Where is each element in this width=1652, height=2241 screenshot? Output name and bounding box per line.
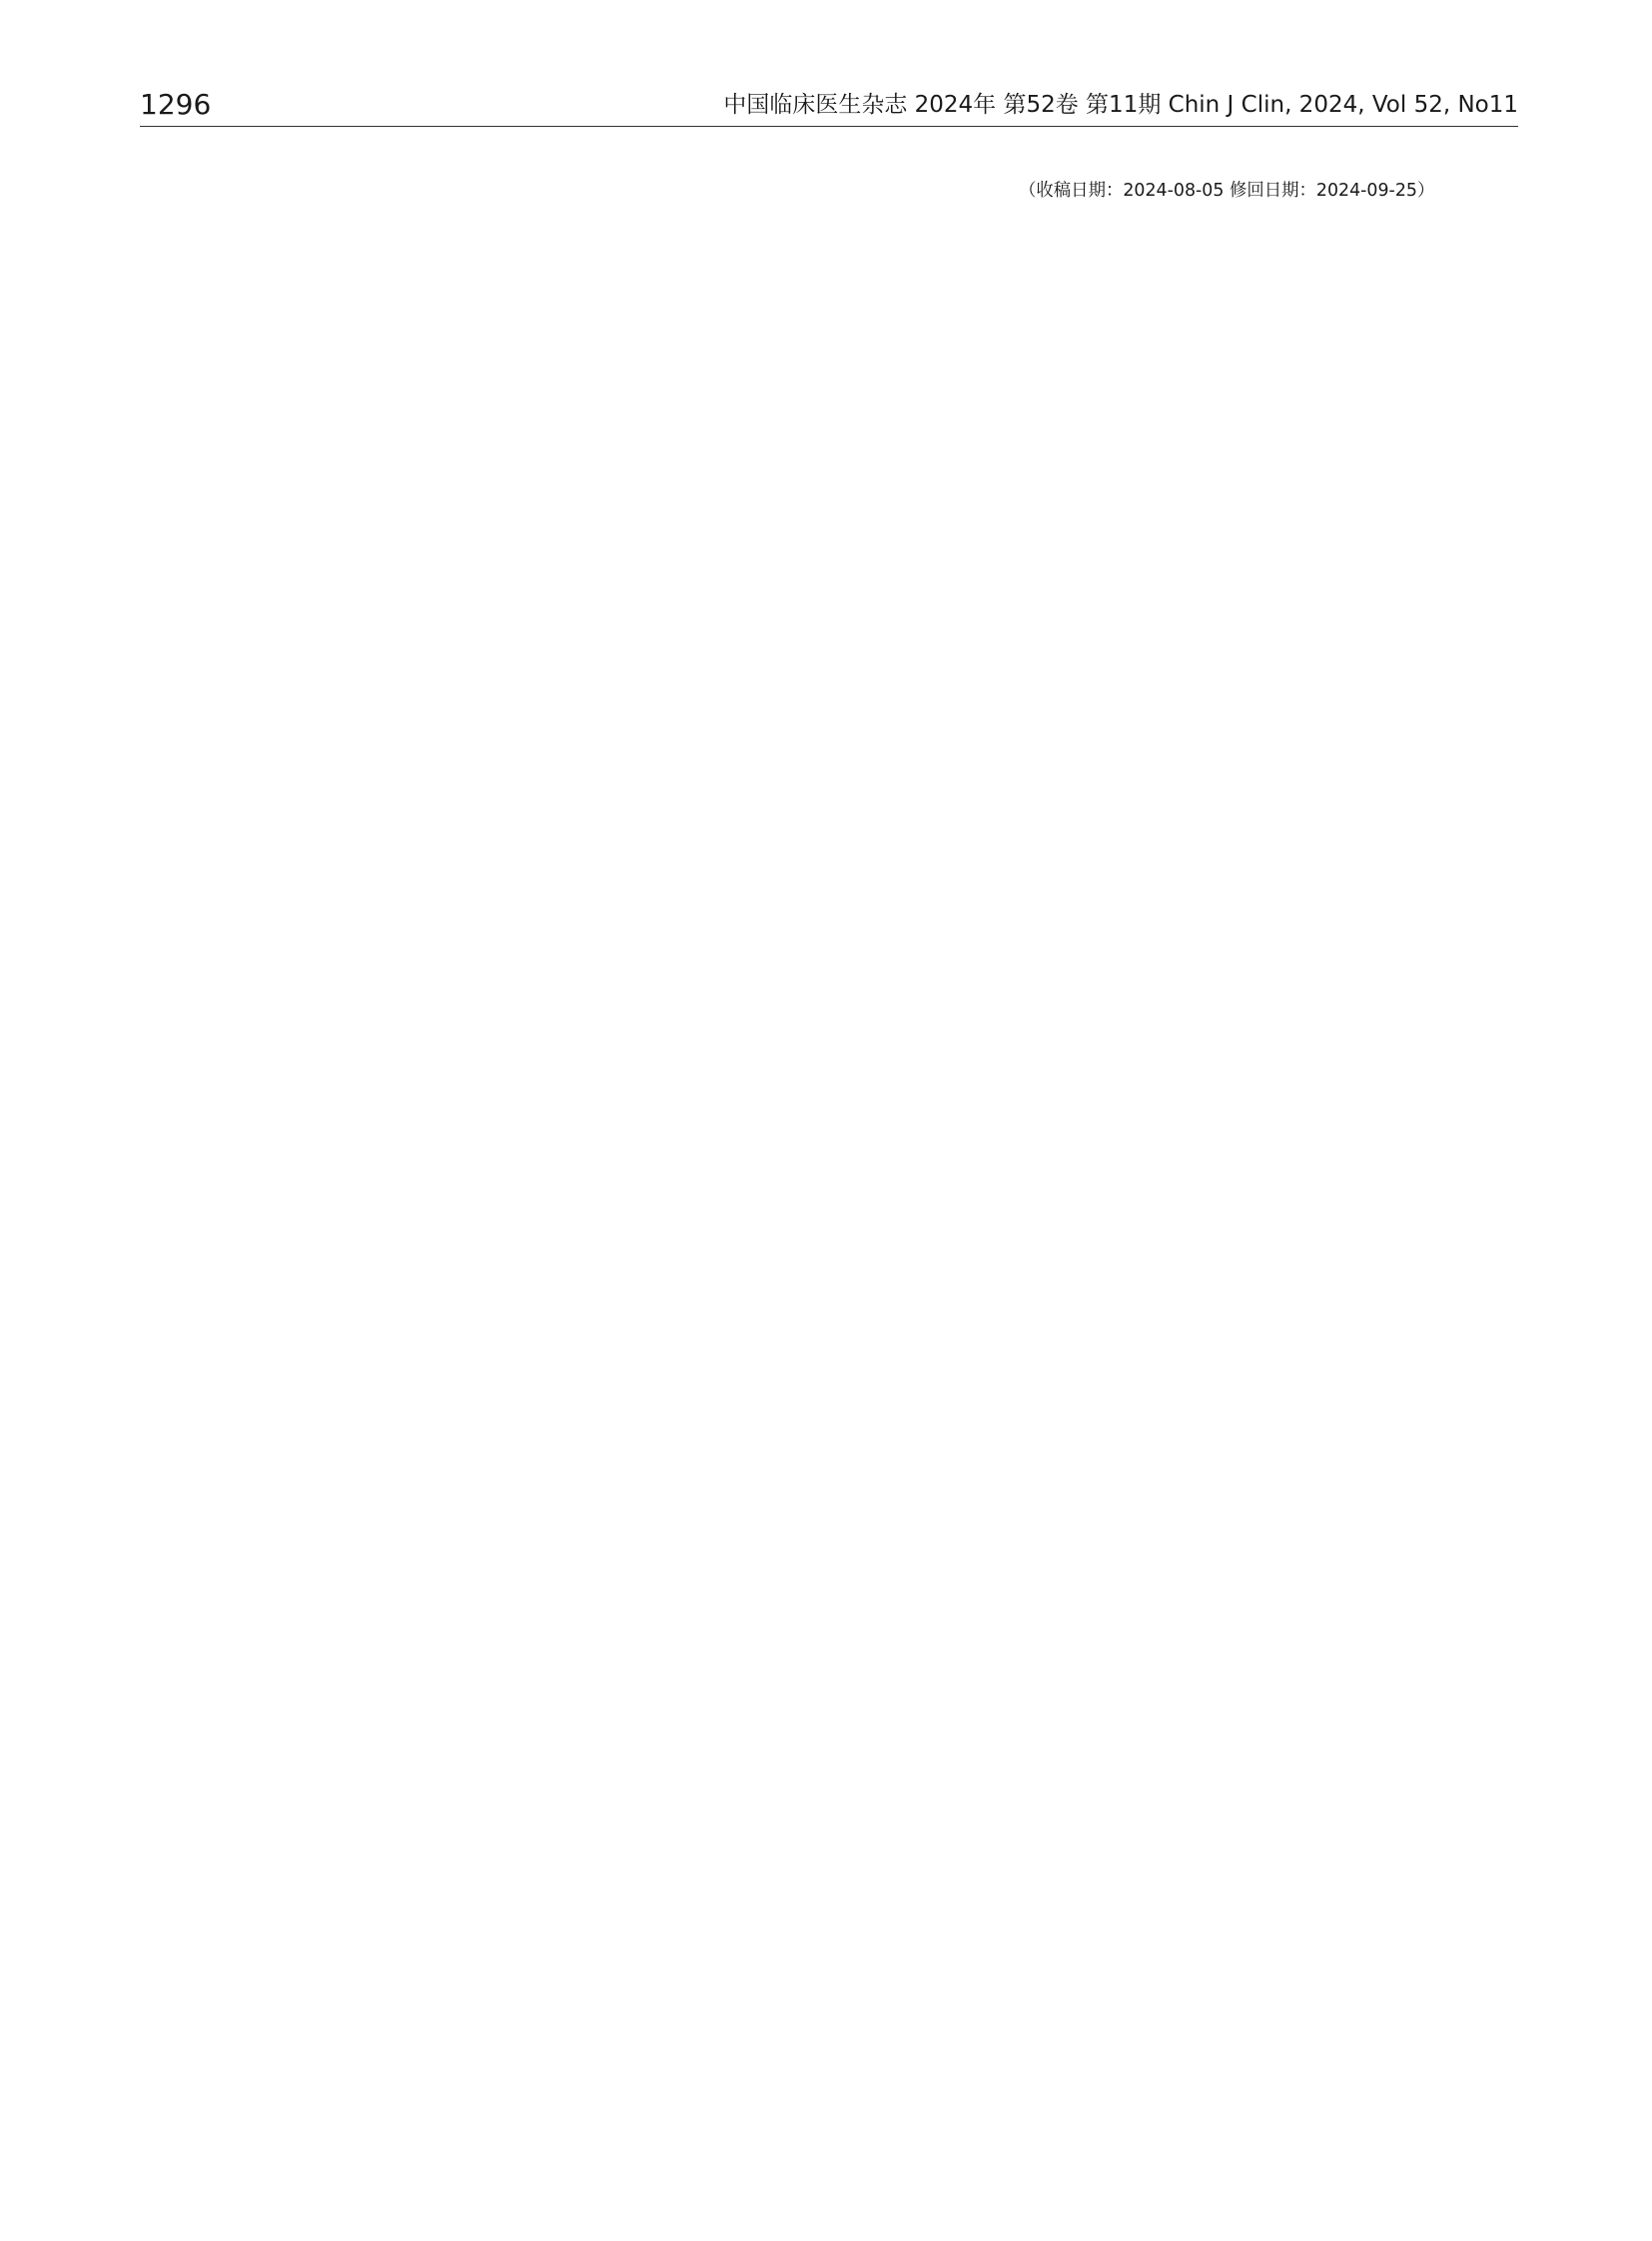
received-revised-dates: （收稿日期：2024-08-05 修回日期：2024-09-25） [1019,181,1435,201]
page-number: 1296 [140,88,212,121]
journal-running-title: 中国临床医生杂志 2024年 第52卷 第11期 Chin J Clin, 2024, Vol 52, No11 [723,92,1518,118]
reference-column-right [839,180,1528,203]
page-header [140,86,1518,127]
